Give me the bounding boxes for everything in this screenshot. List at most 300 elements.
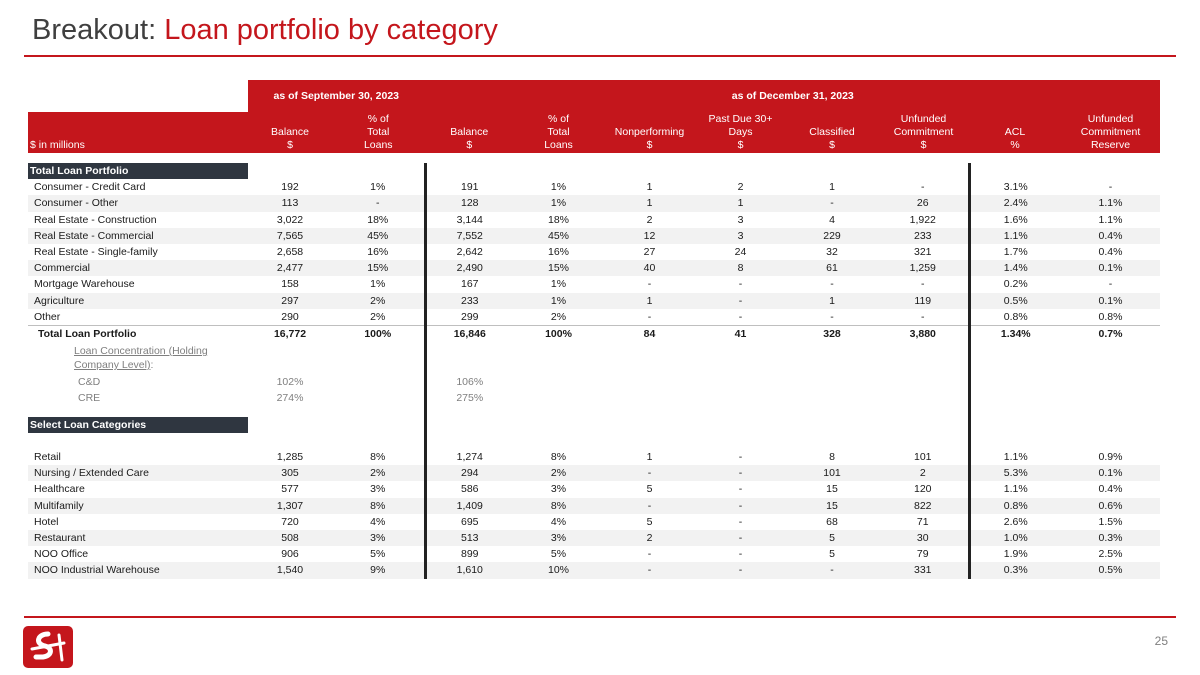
table-cell: 2,490 <box>425 260 513 276</box>
spacer-cell <box>425 433 513 449</box>
table-row <box>28 498 1160 514</box>
table-cell: 1.4% <box>969 260 1061 276</box>
column-header-line: Commitment <box>893 126 954 138</box>
table-cell: 1,610 <box>425 562 513 578</box>
table-cell: 3.1% <box>969 179 1061 195</box>
column-header-line: Balance <box>271 126 309 138</box>
table-cell: 822 <box>878 498 969 514</box>
table-cell: 45% <box>513 228 604 244</box>
table-cell: 0.8% <box>1098 310 1123 323</box>
table-cell: 3 <box>737 213 744 226</box>
table-cell: 290 <box>281 310 299 323</box>
table-cell: 2,642 <box>425 244 513 260</box>
section-header-row <box>28 163 1160 179</box>
table-cell: 1.1% <box>1098 213 1123 226</box>
table-cell: 120 <box>914 483 932 496</box>
table-cell: - <box>604 562 695 578</box>
table-cell: 2% <box>513 465 604 481</box>
table-cell: 233 <box>878 228 969 244</box>
table-cell: 1 <box>604 195 695 211</box>
table-cell: - <box>332 195 425 211</box>
table-row <box>28 546 1160 562</box>
table-cell: - <box>738 483 743 496</box>
total-cell: 16,846 <box>425 326 513 343</box>
table-row <box>28 481 1160 497</box>
bottom-divider <box>24 616 1176 618</box>
table-row <box>28 530 1160 546</box>
spacer-cell <box>969 433 1061 449</box>
table-cell: 0.1% <box>1061 465 1160 481</box>
table-cell: 3% <box>513 530 604 546</box>
table-cell: 15% <box>513 260 604 276</box>
spacer-cell <box>513 433 604 449</box>
column-header-line: Loans <box>544 139 573 151</box>
column-header-line: Commitment <box>1080 126 1141 138</box>
concentration-blank <box>969 374 1061 390</box>
table-cell: 2 <box>646 213 653 226</box>
table-cell: 577 <box>281 483 299 496</box>
table-body <box>28 163 1160 579</box>
concentration-row <box>28 374 1160 390</box>
column-header-line: Reserve <box>1090 139 1131 151</box>
table-cell: 101 <box>786 465 878 481</box>
table-cell: - <box>695 465 786 481</box>
total-row <box>28 326 1160 343</box>
table-cell: 1.6% <box>969 212 1061 228</box>
table-cell: 1.5% <box>1098 515 1123 528</box>
concentration-dec-value: 275% <box>425 390 513 406</box>
table-cell: 18% <box>367 213 389 226</box>
spacer-cell <box>878 433 969 449</box>
table-row <box>28 309 1160 326</box>
table-cell: 3% <box>332 530 425 546</box>
total-cell: 328 <box>786 326 878 343</box>
column-header <box>248 112 332 153</box>
section-header-blank <box>248 417 332 433</box>
spacer-cell <box>604 407 695 417</box>
table-cell: 5.3% <box>969 465 1061 481</box>
table-cell: - <box>830 310 834 323</box>
table-cell: 18% <box>548 213 570 226</box>
table-cell: 1,259 <box>878 260 969 276</box>
table-cell: 5% <box>550 548 567 561</box>
table-cell: 0.4% <box>1098 246 1123 259</box>
table-row <box>28 228 1160 244</box>
column-header-line: Nonperforming <box>614 126 685 138</box>
table-cell: 1 <box>646 181 653 194</box>
table-cell: 229 <box>786 228 878 244</box>
table-cell: - <box>786 562 878 578</box>
page-title <box>32 12 498 48</box>
section-header-blank <box>604 417 695 433</box>
table-cell: 0.3% <box>969 562 1061 578</box>
concentration-blank <box>969 390 1061 406</box>
spacer-cell <box>878 407 969 417</box>
concentration-title-row <box>28 342 1160 374</box>
table-cell: 2,658 <box>276 246 304 259</box>
table-cell: 2 <box>737 181 744 194</box>
table-cell: 40 <box>604 260 695 276</box>
table-cell: 1.1% <box>969 481 1061 497</box>
concentration-title <box>28 342 248 374</box>
column-header-line: Unfunded <box>900 113 947 125</box>
table-row <box>28 276 1160 292</box>
table-cell: 321 <box>914 246 932 259</box>
table-cell: 8% <box>550 451 567 464</box>
table-cell: - <box>738 548 743 561</box>
concentration-blank <box>786 374 878 390</box>
table-cell: 0.6% <box>1061 498 1160 514</box>
table-cell: - <box>647 310 652 323</box>
table-cell: 119 <box>878 293 969 309</box>
table-cell: 15 <box>826 483 838 496</box>
table-cell: 1,274 <box>425 449 513 465</box>
table-cell: 12 <box>604 228 695 244</box>
concentration-label: C&D <box>78 376 101 389</box>
section-header: Total Loan Portfolio <box>28 163 248 179</box>
table-spacer-row <box>28 407 1160 417</box>
table-cell: 297 <box>248 293 332 309</box>
concentration-row <box>28 390 1160 406</box>
bank-logo-icon <box>23 626 73 668</box>
column-header-line: Unfunded <box>1087 113 1134 125</box>
table-column-header-row <box>28 112 1160 153</box>
section-header-blank <box>786 417 878 433</box>
table-cell: - <box>647 548 652 561</box>
table-cell: 1.0% <box>969 530 1061 546</box>
column-header <box>878 112 969 153</box>
table-cell: 305 <box>248 465 332 481</box>
table-cell: 1 <box>695 195 786 211</box>
section-header-blank <box>969 417 1061 433</box>
table-cell: - <box>921 181 925 194</box>
spacer-cell <box>695 433 786 449</box>
table-cell: 2% <box>332 293 425 309</box>
concentration-blank <box>1061 342 1160 374</box>
table-row <box>28 195 1160 211</box>
table-cell: 16% <box>367 246 389 259</box>
concentration-sep-value: 274% <box>276 392 304 405</box>
table-spacer-row <box>28 153 1160 163</box>
table-cell: 2.6% <box>969 514 1061 530</box>
table-cell: 32 <box>826 246 838 259</box>
table-cell: 3,144 <box>425 212 513 228</box>
table-cell: - <box>786 195 878 211</box>
table-cell: 1.1% <box>969 449 1061 465</box>
table-cell: - <box>921 278 925 291</box>
table-row <box>28 514 1160 530</box>
table-cell: 2.4% <box>969 195 1061 211</box>
row-label: Other <box>34 310 61 323</box>
column-header-line: $ <box>737 139 744 151</box>
loan-portfolio-table <box>28 80 1160 579</box>
column-header-line: $ <box>646 139 653 151</box>
table-row <box>28 449 1160 465</box>
table-cell: 0.1% <box>1061 260 1160 276</box>
column-header-line: $ <box>829 139 835 151</box>
table-cell: 8% <box>370 451 386 464</box>
table-cell: 1 <box>646 451 653 464</box>
table-cell: 4% <box>550 515 567 528</box>
table-cell: 2% <box>332 465 425 481</box>
column-header <box>695 112 786 153</box>
table-cell: - <box>1108 278 1113 291</box>
table-cell: 0.3% <box>1061 530 1160 546</box>
table-cell: 299 <box>425 309 513 326</box>
column-header-line: % of <box>548 113 570 125</box>
table-cell: 1 <box>604 293 695 309</box>
table-cell: 695 <box>425 514 513 530</box>
row-label: Commercial <box>28 260 248 276</box>
section-header-blank <box>248 163 332 179</box>
table-row <box>28 179 1160 195</box>
table-cell: 0.5% <box>969 293 1061 309</box>
section-header-blank <box>786 163 878 179</box>
table-cell: 513 <box>425 530 513 546</box>
table-cell: 68 <box>826 515 838 528</box>
total-label: Total Loan Portfolio <box>28 326 248 343</box>
column-header-line: $ <box>287 139 293 151</box>
table-cell: 233 <box>425 293 513 309</box>
spacer-cell <box>1061 407 1160 417</box>
table-cell: 30 <box>878 530 969 546</box>
concentration-blank <box>604 390 695 406</box>
spacer-cell <box>425 407 513 417</box>
table-cell: 906 <box>281 548 299 561</box>
concentration-blank <box>786 342 878 374</box>
table-cell: 2% <box>370 310 386 323</box>
table-cell: 192 <box>281 181 299 194</box>
concentration-blank <box>1061 390 1160 406</box>
column-header-line: $ <box>920 139 927 151</box>
concentration-blank <box>332 342 425 374</box>
row-label: Real Estate - Single-family <box>34 246 158 259</box>
concentration-blank <box>878 342 969 374</box>
page-number: 25 <box>1154 634 1168 648</box>
table-cell: 1% <box>513 195 604 211</box>
table-cell: - <box>738 278 743 291</box>
table-cell: 0.4% <box>1061 228 1160 244</box>
table-cell: 0.5% <box>1061 562 1160 578</box>
spacer-cell <box>969 407 1061 417</box>
total-cell: 84 <box>604 326 695 343</box>
section-header-blank <box>604 163 695 179</box>
table-cell: 2,477 <box>248 260 332 276</box>
table-cell: 1.9% <box>969 546 1061 562</box>
spacer-cell <box>1061 433 1160 449</box>
table-cell: - <box>604 498 695 514</box>
column-header-line: Classified <box>809 126 855 138</box>
concentration-dec-value: 106% <box>425 374 513 390</box>
row-label: Restaurant <box>28 530 248 546</box>
table-cell: 71 <box>916 515 929 528</box>
spacer-cell <box>786 433 878 449</box>
table-cell: - <box>738 515 743 528</box>
table-cell: 26 <box>878 195 969 211</box>
column-header <box>513 112 604 153</box>
concentration-blank <box>604 374 695 390</box>
column-header <box>332 112 425 153</box>
section-header-blank <box>513 417 604 433</box>
section-header-blank <box>332 417 425 433</box>
table-cell: 167 <box>425 276 513 292</box>
table-row <box>28 244 1160 260</box>
total-cell: 16,772 <box>248 326 332 343</box>
concentration-blank <box>513 390 604 406</box>
column-header-line: ACL <box>1004 126 1026 138</box>
table-cell: 10% <box>513 562 604 578</box>
concentration-label: CRE <box>78 392 101 405</box>
row-label: Retail <box>34 451 61 464</box>
table-cell: 0.9% <box>1098 451 1123 464</box>
concentration-blank <box>695 390 786 406</box>
table-cell: 8 <box>829 451 835 464</box>
table-cell: 3% <box>550 483 567 496</box>
table-cell: - <box>604 465 695 481</box>
table-cell: - <box>830 278 834 291</box>
spacer-cell <box>332 407 425 417</box>
group-header-blank <box>28 80 248 112</box>
table-cell: 7,552 <box>425 228 513 244</box>
table-cell: 61 <box>786 260 878 276</box>
table-cell: 45% <box>332 228 425 244</box>
column-header-line: Total <box>547 126 570 138</box>
table-cell: 5% <box>370 548 386 561</box>
row-label: Healthcare <box>34 483 85 496</box>
column-header-line: % <box>1010 139 1020 151</box>
section-header-blank <box>969 163 1061 179</box>
table-cell: 1.7% <box>969 244 1061 260</box>
table-cell: 508 <box>248 530 332 546</box>
table-cell: 2 <box>604 530 695 546</box>
table-cell: 1% <box>370 278 386 291</box>
table-cell: 8% <box>513 498 604 514</box>
table-row <box>28 465 1160 481</box>
table-cell: - <box>647 278 652 291</box>
table-cell: 2.5% <box>1098 548 1123 561</box>
section-header-blank <box>1061 417 1160 433</box>
spacer-cell <box>248 433 332 449</box>
column-header <box>604 112 695 153</box>
section-header-blank <box>513 163 604 179</box>
concentration-blank <box>425 342 513 374</box>
table-cell: - <box>738 310 743 323</box>
table-cell: - <box>921 310 925 323</box>
table-spacer-cell <box>28 153 1160 163</box>
table-cell: 294 <box>425 465 513 481</box>
total-cell: 0.7% <box>1061 326 1160 343</box>
table-cell: 1.1% <box>969 228 1061 244</box>
row-label: Nursing / Extended Care <box>28 465 248 481</box>
concentration-blank <box>604 342 695 374</box>
concentration-blank <box>513 374 604 390</box>
table-cell: 4 <box>829 213 835 226</box>
table-cell: 899 <box>425 546 513 562</box>
concentration-blank <box>695 374 786 390</box>
table-cell: 1% <box>513 293 604 309</box>
table-cell: - <box>695 530 786 546</box>
section-header-blank <box>1061 163 1160 179</box>
concentration-blank <box>513 342 604 374</box>
table-cell: 1,409 <box>425 498 513 514</box>
table-cell: 2 <box>878 465 969 481</box>
table-cell: 0.4% <box>1098 483 1123 496</box>
spacer-cell <box>248 407 332 417</box>
table-row <box>28 562 1160 578</box>
row-label: Consumer - Credit Card <box>34 181 146 194</box>
concentration-blank <box>248 342 332 374</box>
table-cell: 27 <box>643 246 656 259</box>
table-cell: 3 <box>695 228 786 244</box>
column-header <box>786 112 878 153</box>
concentration-title-text: Loan Concentration (Holding Company Level) <box>74 345 208 372</box>
table-row <box>28 260 1160 276</box>
table-cell: 8% <box>332 498 425 514</box>
spacer-cell <box>28 433 248 449</box>
table-row <box>28 293 1160 309</box>
column-header <box>969 112 1061 153</box>
section-header-row <box>28 417 1160 433</box>
spacer-cell <box>604 433 695 449</box>
table-cell: 7,565 <box>248 228 332 244</box>
table-cell: 5 <box>646 515 653 528</box>
table-cell: 101 <box>914 451 932 464</box>
total-cell: 41 <box>695 326 786 343</box>
column-header-line: $ in millions <box>30 139 85 151</box>
top-divider <box>24 55 1176 57</box>
row-label: NOO Office <box>34 548 89 561</box>
table-cell: 3,022 <box>276 213 304 226</box>
table-cell: 1,540 <box>248 562 332 578</box>
section-header-blank <box>332 163 425 179</box>
row-label: Multifamily <box>28 498 248 514</box>
section-header-blank <box>425 417 513 433</box>
table-cell: 8 <box>695 260 786 276</box>
spacer-cell <box>695 407 786 417</box>
table-cell: - <box>695 498 786 514</box>
table-cell: 15 <box>786 498 878 514</box>
column-header <box>1061 112 1160 153</box>
table-cell: 5 <box>829 548 835 561</box>
table-cell: 4% <box>370 515 386 528</box>
table-cell: 1,285 <box>276 451 304 464</box>
column-header-line: Past Due 30+ Days <box>708 113 773 138</box>
spacer-cell <box>786 407 878 417</box>
table-cell: - <box>695 293 786 309</box>
table-cell: 113 <box>248 195 332 211</box>
table-cell: 5 <box>786 530 878 546</box>
row-label: Real Estate - Construction <box>34 213 157 226</box>
table-cell: 9% <box>332 562 425 578</box>
page-title-prefix: Breakout: <box>32 14 165 46</box>
table-cell: 0.8% <box>969 498 1061 514</box>
table-cell: 1% <box>370 181 386 194</box>
table-cell: 79 <box>916 548 929 561</box>
concentration-blank <box>332 374 425 390</box>
section-header: Select Loan Categories <box>28 417 248 433</box>
total-cell: 3,880 <box>878 326 969 343</box>
page-title-highlight: Loan portfolio by category <box>164 14 498 46</box>
table-cell: - <box>695 562 786 578</box>
concentration-blank <box>695 342 786 374</box>
section-header-blank <box>878 417 969 433</box>
table-cell: 586 <box>425 481 513 497</box>
table-cell: 191 <box>425 179 513 195</box>
table-cell: 0.1% <box>1061 293 1160 309</box>
concentration-blank <box>786 390 878 406</box>
table-cell: 331 <box>878 562 969 578</box>
table-cell: - <box>1108 181 1113 194</box>
